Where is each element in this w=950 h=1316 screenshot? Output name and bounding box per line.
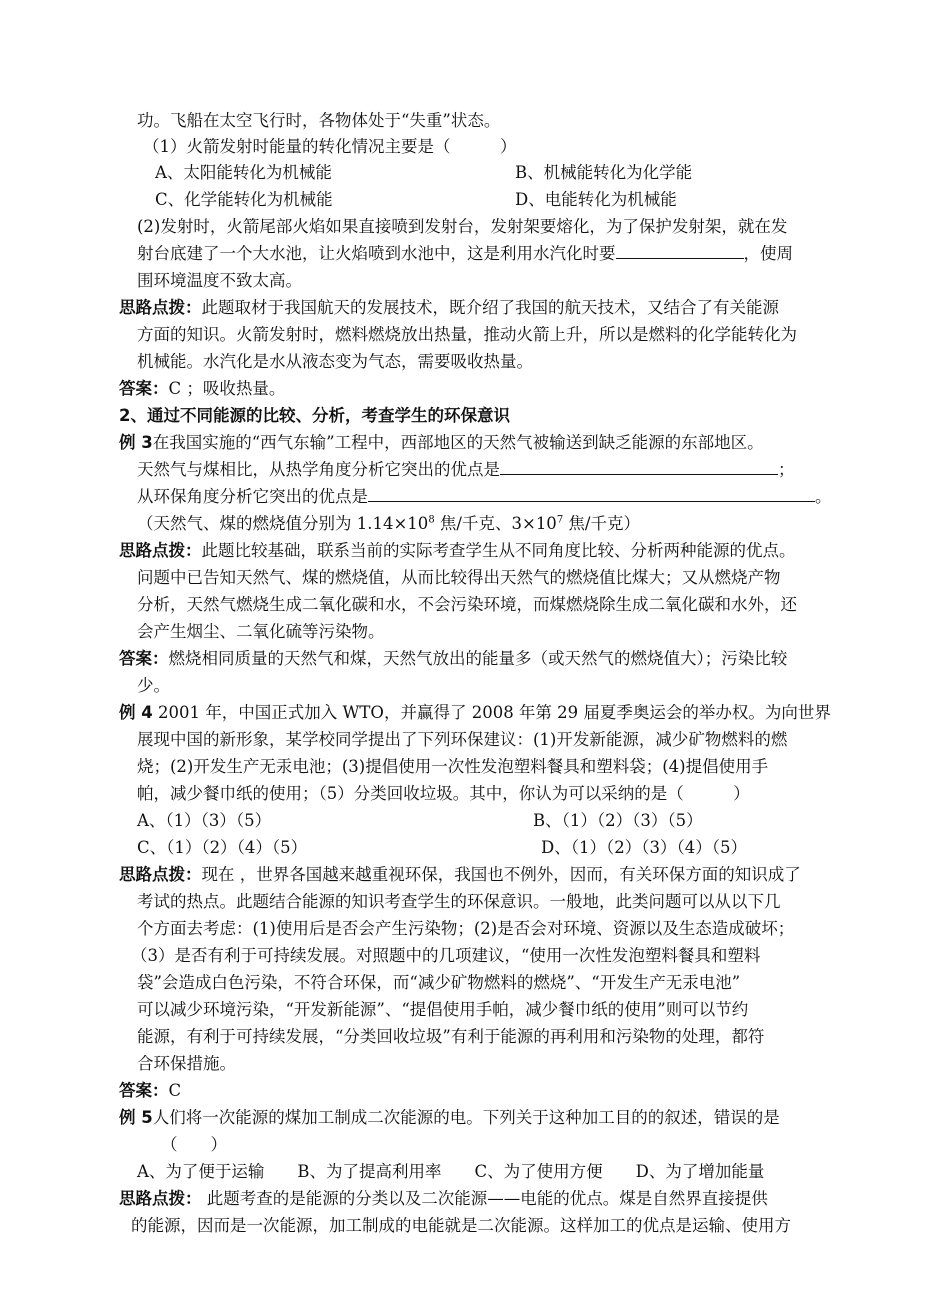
text-segment: 焦/千克、3×10 [434,514,557,533]
text-segment: ； [778,460,795,479]
hint-text: 现在 ，世界各国越来越重视环保，我国也不例外，因而，有关环保方面的知识成了 [201,865,801,884]
option-d: D、电能转化为机械能 [515,190,677,209]
text-line: 可以减少环境污染，“开发新能源”、“提倡使用手帕，减少餐巾纸的使用”则可以节约 [137,1000,749,1019]
text-segment: 从环保角度分析它突出的优点是 [137,487,368,506]
hint-line [119,538,796,564]
text-line: 会产生烟尘、二氧化硫等污染物。 [137,622,385,641]
answer-line [119,1078,181,1104]
answer-text: C ；吸收热量。 [168,379,286,398]
answer-bracket: （ ） [161,1135,227,1154]
hint-label: 思路点拨： [119,1189,202,1208]
answer-text: 燃烧相同质量的天然气和煤，天然气放出的能量多（或天然气的燃烧值大）；污染比较 [168,649,788,668]
answer-line [119,376,285,402]
example-text: 人们将一次能源的煤加工制成二次能源的电。下列关于这种加工目的的叙述，错误的是 [152,1108,780,1127]
answer-line [119,646,787,672]
example-label: 例 5 [119,1108,153,1127]
example-label: 例 4 [119,703,153,722]
option-a: A、太阳能转化为机械能 [155,163,332,182]
text-line: 功。飞船在太空飞行时，各物体处于“失重”状态。 [137,111,501,130]
options-line: A、为了便于运输 B、为了提高利用率 C、为了使用方便 D、为了增加能量 [137,1162,765,1181]
text-segment: ，使周 [743,244,793,263]
answer-label: 答案： [119,379,169,398]
option-a: A、（1）（3）（5） [137,811,272,830]
answer-label: 答案： [119,649,169,668]
option-b: B、（1）（2）（3）（5） [533,811,703,830]
hint-label: 思路点拨： [119,541,202,560]
example-4 [119,700,831,726]
text-line [137,241,793,267]
hint-label: 思路点拨： [119,865,202,884]
text-segment: （天然气、煤的燃烧值分别为 1.14×10 [137,514,429,533]
answer-text: C [168,1081,182,1100]
example-text: 2001 年，中国正式加入 WTO，并赢得了 2008 年第 29 届夏季奥运会的举办权。为向世界 [152,703,831,722]
answer-blank [616,242,744,259]
text-segment: 。 [815,487,832,506]
text-segment: 焦/千克） [563,514,640,533]
text-line [137,484,832,510]
exponent: 8 [428,514,435,526]
hint-text: 此题取材于我国航天的发展技术，既介绍了我国的航天技术，又结合了有关能源 [201,298,779,317]
question-1: （1）火箭发射时能量的转化情况主要是（ ） [143,137,517,156]
hint-line [119,862,801,888]
hint-label: 思路点拨： [119,298,202,317]
option-b: B、机械能转化为化学能 [515,163,693,182]
text-line: 问题中已告知天然气、煤的燃烧值，从而比较得出天然气的燃烧值比煤大；又从燃烧产物 [137,568,781,587]
text-line: 烧；(2)开发生产无汞电池；(3)提倡使用一次性发泡塑料餐具和塑料袋；(4)提倡使用手 [137,757,769,776]
hint-text: 此题考查的是能源的分类以及二次能源——电能的优点。煤是自然界直接提供 [201,1189,768,1208]
exponent: 7 [556,514,564,526]
text-line: 围环境温度不致太高。 [137,271,302,290]
option-c: C、化学能转化为机械能 [155,190,333,209]
text-line: 合环保措施。 [137,1054,236,1073]
text-line: 帕，减少餐巾纸的使用；（5）分类回收垃圾。其中，你认为可以采纳的是（ ） [137,784,750,803]
text-line: 机械能。水汽化是水从液态变为气态，需要吸收热量。 [137,352,533,371]
answer-blank [500,458,778,475]
hint-text: 此题比较基础，联系当前的实际考查学生从不同角度比较、分析两种能源的优点。 [201,541,796,560]
example-label: 例 3 [119,433,153,452]
text-line: 袋”会造成白色污染，不符合环保，而“减少矿物燃料的燃烧”、“开发生产无汞电池” [137,973,741,992]
text-line: 少。 [137,676,170,695]
section-heading: 2、通过不同能源的比较、分析，考查学生的环保意识 [119,406,510,425]
example-3 [119,430,764,456]
text-segment: 天然气与煤相比，从热学角度分析它突出的优点是 [137,460,500,479]
text-line: （3）是否有利于可持续发展。对照题中的几项建议，“使用一次性发泡塑料餐具和塑料 [131,946,761,965]
fuel-values-line [137,511,640,537]
question-2: (2)发射时，火箭尾部火焰如果直接喷到发射台，发射架要熔化，为了保护发射架，就在发 [137,217,788,236]
text-segment: 射台底建了一个大水池，让火焰喷到水池中，这是利用水汽化时要 [137,244,616,263]
text-line: 考试的热点。此题结合能源的知识考查学生的环保意识。一般地，此类问题可以从以下几 [137,892,781,911]
text-line: 方面的知识。火箭发射时，燃料燃烧放出热量，推动火箭上升，所以是燃料的化学能转化为 [137,325,797,344]
text-line: 能源，有利于可持续发展，“分类回收垃圾”有利于能源的再利用和污染物的处理，都符 [137,1027,765,1046]
example-5 [119,1105,780,1131]
text-line: 展现中国的新形象，某学校同学提出了下列环保建议：(1)开发新能源，减少矿物燃料的燃 [137,730,788,749]
option-d: D、（1）（2）（3）（4）（5） [541,838,747,857]
text-line: 的能源，因而是一次能源，加工制成的电能就是二次能源。这样加工的优点是运输、使用方 [131,1216,791,1235]
text-line: 分析，天然气燃烧生成二氧化碳和水，不会污染环境，而煤燃烧除生成二氧化碳和水外，还 [137,595,797,614]
answer-blank [368,485,815,502]
text-line [137,457,795,483]
hint-line [119,1186,768,1212]
text-line: 个方面去考虑：(1)使用后是否会产生污染物；(2)是否会对环境、资源以及生态造成破坏； [137,919,795,938]
option-c: C、（1）（2）（4）（5） [137,838,308,857]
answer-label: 答案： [119,1081,169,1100]
hint-line [119,295,779,321]
example-text: 在我国实施的“西气东输”工程中，西部地区的天然气被输送到缺乏能源的东部地区。 [152,433,764,452]
